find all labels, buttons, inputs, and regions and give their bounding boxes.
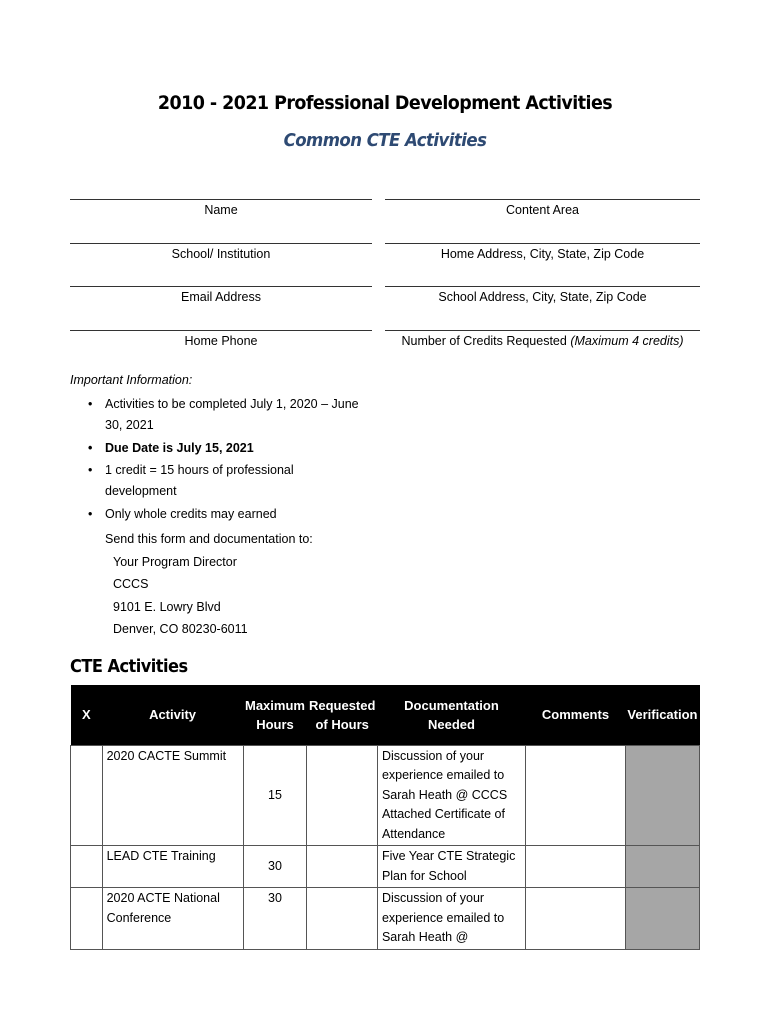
info-item: • Only whole credits may earned	[88, 504, 368, 525]
documentation-line: Attached Certificate of Attendance	[381, 807, 505, 841]
comments-cell[interactable]	[526, 888, 626, 950]
address-line: CCCS	[113, 577, 149, 591]
school-field[interactable]	[70, 243, 372, 265]
header-x: X	[71, 685, 103, 745]
verification-cell	[625, 888, 699, 950]
activity-cell: 2020 ACTE National Conference	[102, 888, 243, 950]
select-cell[interactable]	[71, 888, 103, 950]
info-item: • Activities to be completed July 1, 2020 – June 30, 2021	[88, 394, 368, 436]
max-hours-cell: 15	[243, 745, 307, 846]
mailing-instructions	[105, 528, 313, 641]
comments-cell[interactable]	[526, 846, 626, 888]
activity-cell: LEAD CTE Training	[102, 846, 243, 888]
school-address-field[interactable]	[385, 286, 700, 308]
comments-cell[interactable]	[526, 745, 626, 846]
verification-cell	[625, 846, 699, 888]
info-list	[88, 394, 368, 526]
content-area-field[interactable]	[385, 199, 700, 221]
documentation-cell	[377, 888, 525, 950]
table-row	[71, 745, 700, 846]
home-address-field[interactable]	[385, 243, 700, 265]
school-address-label: School Address, City, State, Zip Code	[438, 290, 647, 304]
address-line: Your Program Director	[113, 554, 237, 569]
header-requested-hours: Requested of Hours	[307, 685, 377, 745]
info-item-due-date: • Due Date is July 15, 2021	[88, 438, 368, 459]
credits-field[interactable]	[385, 330, 700, 352]
page-title: 2010 - 2021 Professional Development Activities	[157, 92, 613, 114]
table-row	[71, 846, 700, 888]
documentation-line: Five Year CTE Strategic Plan for School	[381, 849, 516, 883]
header-documentation: Documentation Needed	[377, 685, 525, 745]
credits-note: (Maximum 4 credits)	[570, 334, 684, 348]
info-item: • 1 credit = 15 hours of professional development	[88, 460, 368, 502]
requested-hours-cell[interactable]	[307, 846, 377, 888]
address-line: 9101 E. Lowry Blvd	[113, 599, 221, 614]
home-phone-label: Home Phone	[184, 334, 258, 348]
page-subtitle: Common CTE Activities	[283, 130, 487, 151]
max-hours-cell: 30	[243, 888, 307, 950]
activity-cell: 2020 CACTE Summit	[102, 745, 243, 846]
requested-hours-cell[interactable]	[307, 745, 377, 846]
content-area-label: Content Area	[506, 203, 579, 217]
name-label: Name	[204, 203, 238, 217]
header-activity: Activity	[102, 685, 243, 745]
email-label: Email Address	[181, 290, 261, 304]
home-phone-field[interactable]	[70, 330, 372, 352]
select-cell[interactable]	[71, 846, 103, 888]
documentation-cell	[377, 745, 525, 846]
credits-label: Number of Credits Requested	[401, 334, 567, 348]
name-field[interactable]	[70, 199, 372, 221]
important-info-label: Important Information:	[70, 373, 193, 387]
table-row	[71, 888, 700, 950]
select-cell[interactable]	[71, 745, 103, 846]
verification-cell	[625, 745, 699, 846]
documentation-line: Discussion of your experience emailed to Sarah Heath @ CCCS	[381, 748, 508, 802]
school-label: School/ Institution	[171, 247, 271, 261]
header-verification: Verification	[625, 685, 699, 745]
address-line: Denver, CO 80230-6011	[113, 622, 248, 636]
home-address-label: Home Address, City, State, Zip Code	[440, 247, 645, 261]
header-max-hours: Maximum Hours	[243, 685, 307, 745]
documentation-cell	[377, 846, 525, 888]
header-comments: Comments	[526, 685, 626, 745]
max-hours-cell: 30	[243, 846, 307, 888]
email-field[interactable]	[70, 286, 372, 308]
requested-hours-cell[interactable]	[307, 888, 377, 950]
send-intro: Send this form and documentation to:	[105, 532, 313, 546]
cte-activities-table	[70, 685, 700, 950]
documentation-line: Discussion of your experience emailed to Sarah Heath @	[381, 891, 505, 944]
cte-activities-heading: CTE Activities	[70, 656, 188, 677]
